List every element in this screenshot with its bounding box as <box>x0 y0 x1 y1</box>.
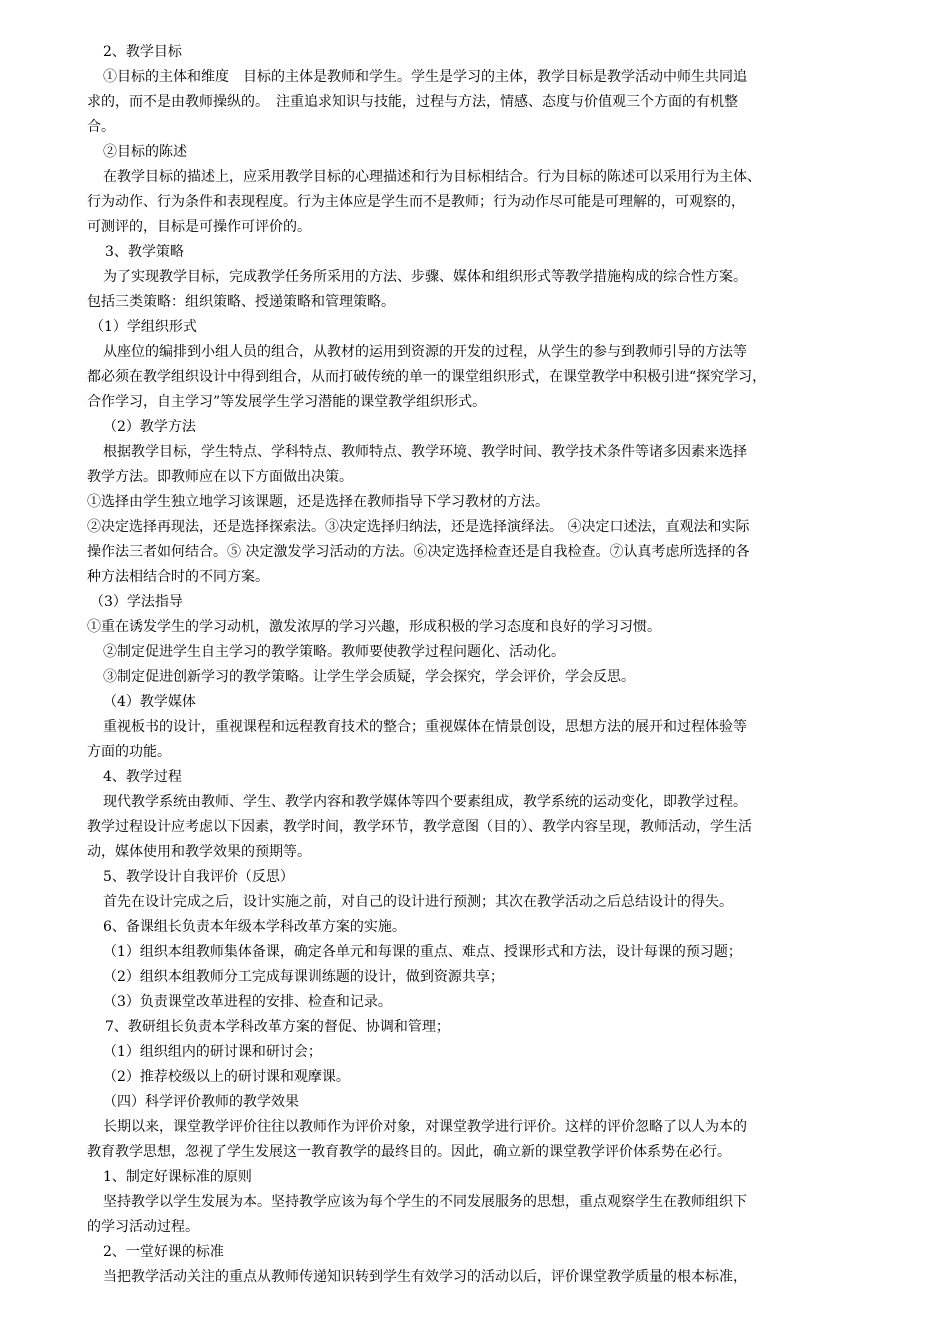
paragraph-line: 的学习活动过程。 <box>87 1219 199 1235</box>
paragraph-line: ②决定选择再现法，还是选择探索法。③决定选择归纳法，还是选择演绎法。 ④决定口述法，直观法和实际 <box>87 519 750 535</box>
paragraph-line: 重视板书的设计，重视课程和远程教育技术的整合；重视媒体在情景创设，思想方法的展开和过程体验等 <box>103 719 747 735</box>
section-heading: 3、教学策略 <box>105 244 184 260</box>
subsection-heading: （3）学法指导 <box>90 594 183 610</box>
paragraph-line: 在教学目标的描述上，应采用教学目标的心理描述和行为目标相结合。行为目标的陈述可以采用行为主体、 <box>103 169 761 185</box>
paragraph-line: 操作法三者如何结合。⑤ 决定激发学习活动的方法。⑥决定选择检查还是自我检查。⑦认真考虑所选择的各 <box>87 544 750 560</box>
paragraph-line: 教学方法。即教师应在以下方面做出决策。 <box>87 469 353 485</box>
section-heading: 1、制定好课标准的原则 <box>103 1169 252 1185</box>
section-heading: 6、备课组长负责本年级本学科改革方案的实施。 <box>103 919 406 935</box>
paragraph-line: （2）推荐校级以上的研讨课和观摩课。 <box>103 1069 350 1085</box>
paragraph-line: ①选择由学生独立地学习该课题，还是选择在教师指导下学习教材的方法。 <box>87 494 549 510</box>
paragraph-line: 都必须在教学组织设计中得到组合，从而打破传统的单一的课堂组织形式，在课堂教学中积极引进“探究学习， <box>87 369 767 385</box>
subsection-heading: ②目标的陈述 <box>103 144 187 160</box>
paragraph-line: 可测评的，目标是可操作可评价的。 <box>87 219 311 235</box>
paragraph-line: 动，媒体使用和教学效果的预期等。 <box>87 844 311 860</box>
paragraph-line: 行为动作、行为条件和表现程度。行为主体应是学生而不是教师；行为动作尽可能是可理解的，可观察的， <box>87 194 745 210</box>
subsection-heading: （2）教学方法 <box>103 419 196 435</box>
paragraph-line: ①目标的主体和维度 目标的主体是教师和学生。学生是学习的主体，教学目标是教学活动中师生共同追 <box>103 69 747 85</box>
section-heading: （四）科学评价教师的教学效果 <box>103 1094 299 1110</box>
paragraph-line: （1）组织组内的研讨课和研讨会； <box>103 1044 322 1060</box>
section-heading: 2、一堂好课的标准 <box>103 1244 224 1260</box>
paragraph-line: 根据教学目标，学生特点、学科特点、教师特点、教学环境、教学时间、教学技术条件等诸多因素来选择 <box>103 444 747 460</box>
paragraph-line: 坚持教学以学生发展为本。坚持教学应该为每个学生的不同发展服务的思想，重点观察学生在教师组织下 <box>103 1194 747 1210</box>
section-heading: 2、教学目标 <box>103 44 182 60</box>
paragraph-line: 方面的功能。 <box>87 744 171 760</box>
paragraph-line: （1）组织本组教师集体备课，确定各单元和每课的重点、难点、授课形式和方法，设计每课的预习题； <box>103 944 742 960</box>
paragraph-line: 教育教学思想，忽视了学生发展这一教育教学的最终目的。因此，确立新的课堂教学评价体系势在必行。 <box>87 1144 731 1160</box>
paragraph-line: 教学过程设计应考虑以下因素，教学时间，教学环节，教学意图（目的）、教学内容呈现，教师活动，学生活 <box>87 819 752 835</box>
paragraph-line: 求的，而不是由教师操纵的。 注重追求知识与技能，过程与方法，情感、态度与价值观三个方面的有机整 <box>87 94 738 110</box>
subsection-heading: （1）学组织形式 <box>90 319 197 335</box>
paragraph-line: 包括三类策略：组织策略、授递策略和管理策略。 <box>87 294 395 310</box>
section-heading: 5、教学设计自我评价（反思） <box>103 869 294 885</box>
paragraph-line: ③制定促进创新学习的教学策略。让学生学会质疑，学会探究，学会评价，学会反思。 <box>103 669 635 685</box>
paragraph-line: （2）组织本组教师分工完成每课训练题的设计，做到资源共享； <box>103 969 504 985</box>
paragraph-line: 首先在设计完成之后，设计实施之前，对自己的设计进行预测；其次在教学活动之后总结设计的得失。 <box>103 894 733 910</box>
paragraph-line: 为了实现教学目标，完成教学任务所采用的方法、步骤、媒体和组织形式等教学措施构成的综合性方案。 <box>103 269 747 285</box>
section-heading: 4、教学过程 <box>103 769 182 785</box>
paragraph-line: ①重在诱发学生的学习动机，激发浓厚的学习兴趣，形成积极的学习态度和良好的学习习惯。 <box>87 619 661 635</box>
section-heading: 7、教研组长负责本学科改革方案的督促、协调和管理； <box>105 1019 450 1035</box>
paragraph-line: 合作学习，自主学习”等发展学生学习潜能的课堂教学组织形式。 <box>87 394 487 410</box>
paragraph-line: 合。 <box>87 119 115 135</box>
paragraph-line: 种方法相结合时的不同方案。 <box>87 569 269 585</box>
paragraph-line: 从座位的编排到小组人员的组合，从教材的运用到资源的开发的过程，从学生的参与到教师引导的方法等 <box>103 344 747 360</box>
subsection-heading: （4）教学媒体 <box>103 694 196 710</box>
paragraph-line: ②制定促进学生自主学习的教学策略。教师要使教学过程问题化、活动化。 <box>103 644 565 660</box>
paragraph-line: 长期以来，课堂教学评价往往以教师作为评价对象，对课堂教学进行评价。这样的评价忽略了以人为本的 <box>103 1119 747 1135</box>
paragraph-line: 当把教学活动关注的重点从教师传递知识转到学生有效学习的活动以后，评价课堂教学质量的根本标准， <box>103 1269 747 1285</box>
paragraph-line: （3）负责课堂改革进程的安排、检查和记录。 <box>103 994 392 1010</box>
paragraph-line: 现代教学系统由教师、学生、教学内容和教学媒体等四个要素组成，教学系统的运动变化，即教学过程。 <box>103 794 747 810</box>
